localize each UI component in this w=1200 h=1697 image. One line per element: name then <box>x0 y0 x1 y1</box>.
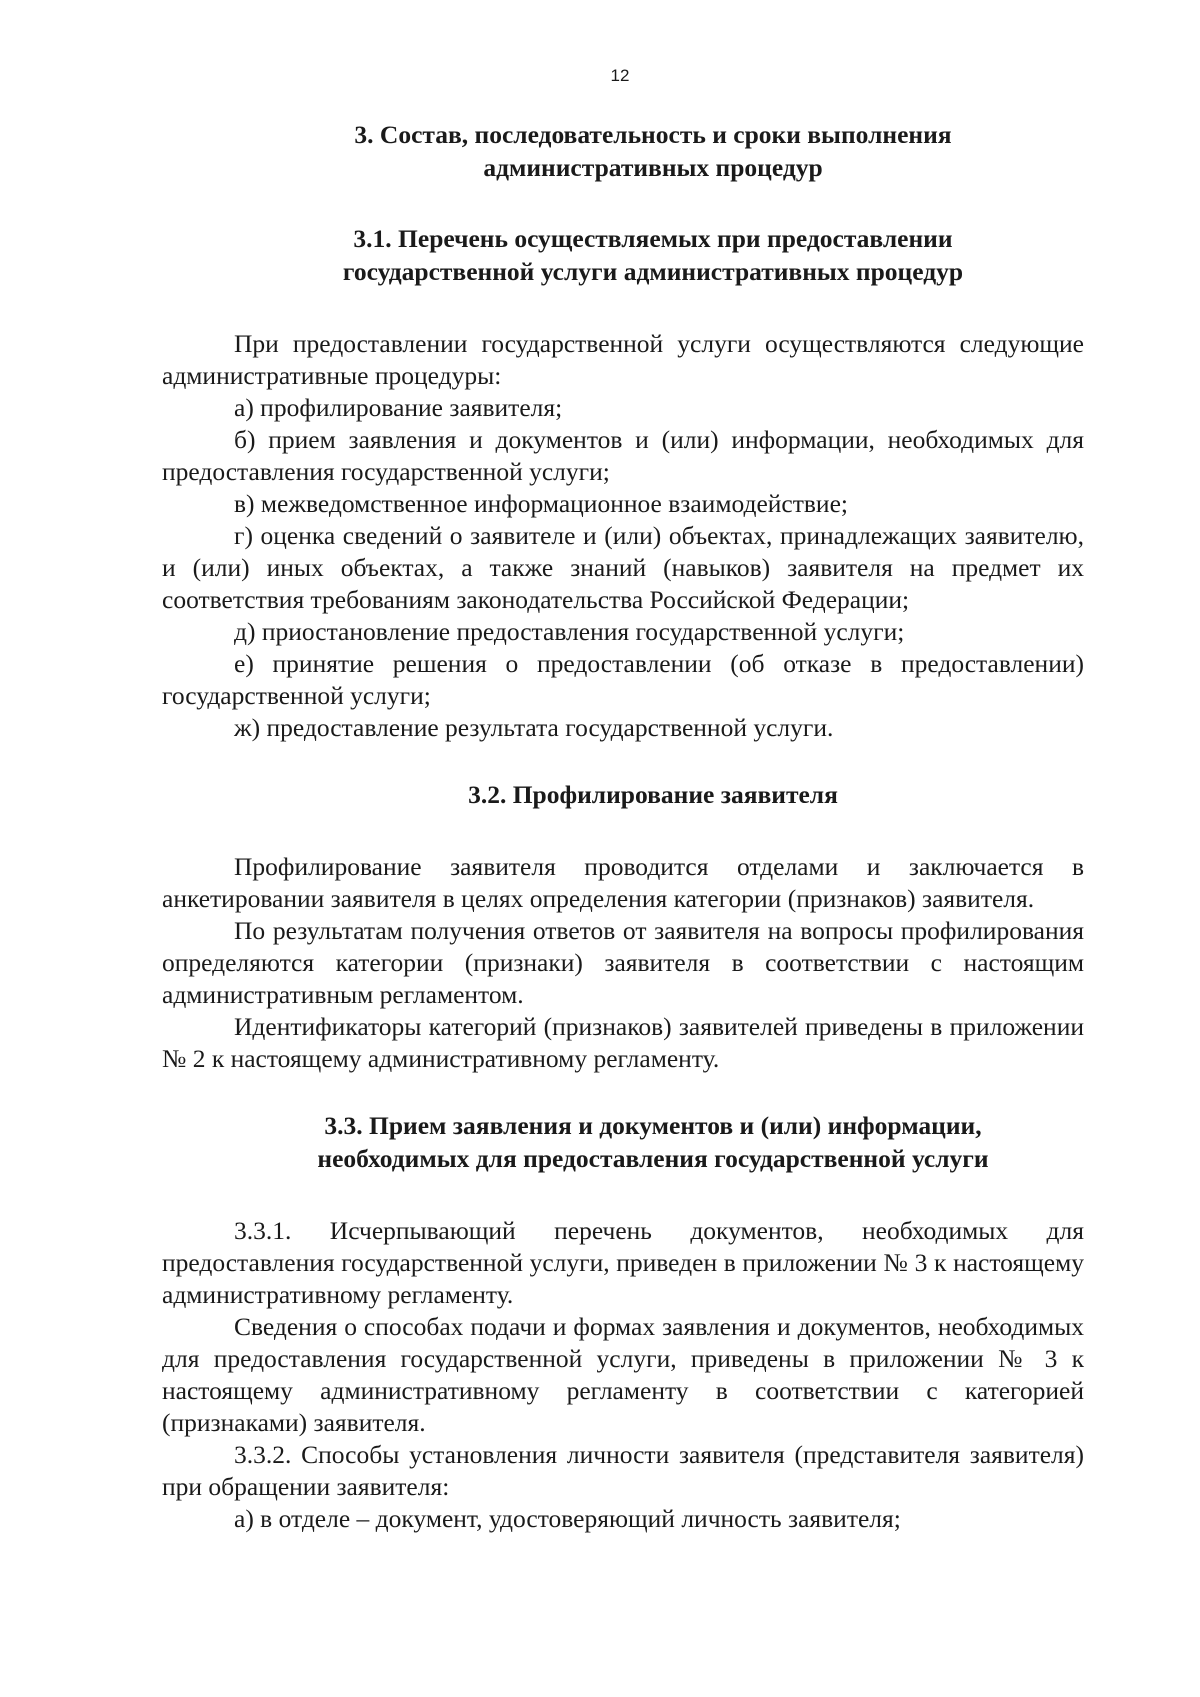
paragraph: Идентификаторы категорий (признаков) заявителей приведены в приложении № 2 к настоящему административному регламенту. <box>162 1012 1084 1073</box>
paragraph: При предоставлении государственной услуги осуществляются следующие административные процедуры: <box>162 329 1084 390</box>
list-item-zh: ж) предоставление результата государственной услуги. <box>234 713 834 742</box>
list-item-e: е) принятие решения о предоставлении (об отказе в предоставлении) государственной услуги; <box>162 649 1084 710</box>
list-item-a: а) профилирование заявителя; <box>234 393 563 422</box>
list-item-b: б) прием заявления и документов и (или) информации, необходимых для предоставления государственной услуги; <box>162 425 1084 486</box>
section-3-heading <box>162 118 1084 184</box>
list-item-d: д) приостановление предоставления государственной услуги; <box>234 617 905 646</box>
paragraph: По результатам получения ответов от заявителя на вопросы профилирования определяются категории (признаки) заявителя в соответствии с настоящим административным регламентом. <box>162 916 1084 1009</box>
paragraph: Профилирование заявителя проводится отделами и заключается в анкетировании заявителя в целях определения категории (признаков) заявителя. <box>162 852 1084 913</box>
paragraph: 3.3.1. Исчерпывающий перечень документов, необходимых для предоставления государственной услуги, приведен в приложении № 3 к настоящему административному регламенту. <box>162 1216 1084 1309</box>
section-3-heading-line1: 3. Состав, последовательность и сроки выполнения <box>354 120 952 149</box>
section-3-3-heading-line2: необходимых для предоставления государственной услуги <box>317 1144 989 1173</box>
section-3-1-heading <box>162 222 1084 288</box>
section-3-1-heading-line2: государственной услуги административных процедур <box>342 257 964 286</box>
paragraph: Сведения о способах подачи и формах заявления и документов, необходимых для предоставления государственной услуги, приведены в приложении № 3 к настоящему административному регламенту в соответствии с категорией (признаками) заявителя. <box>162 1312 1084 1437</box>
paragraph: 3.3.2. Способы установления личности заявителя (представителя заявителя) при обращении заявителя: <box>162 1440 1084 1501</box>
section-3-1-heading-line1: 3.1. Перечень осуществляемых при предоставлении <box>353 224 953 253</box>
section-3-3-heading-line1: 3.3. Прием заявления и документов и (или) информации, <box>324 1111 982 1140</box>
section-3-heading-line2: административных процедур <box>483 153 823 182</box>
section-3-2-heading: 3.2. Профилирование заявителя <box>468 780 838 809</box>
list-item-g: г) оценка сведений о заявителе и (или) объектах, принадлежащих заявителю, и (или) иных объектах, а также знаний (навыков) заявителя на предмет их соответствия требованиям законодательства Российской Федерации; <box>162 521 1084 614</box>
page-number: 12 <box>610 66 630 85</box>
paragraph: а) в отделе – документ, удостоверяющий личность заявителя; <box>234 1504 901 1533</box>
list-item-v: в) межведомственное информационное взаимодействие; <box>234 489 848 518</box>
section-3-3-heading <box>162 1109 1084 1175</box>
page-content <box>162 118 1084 1535</box>
